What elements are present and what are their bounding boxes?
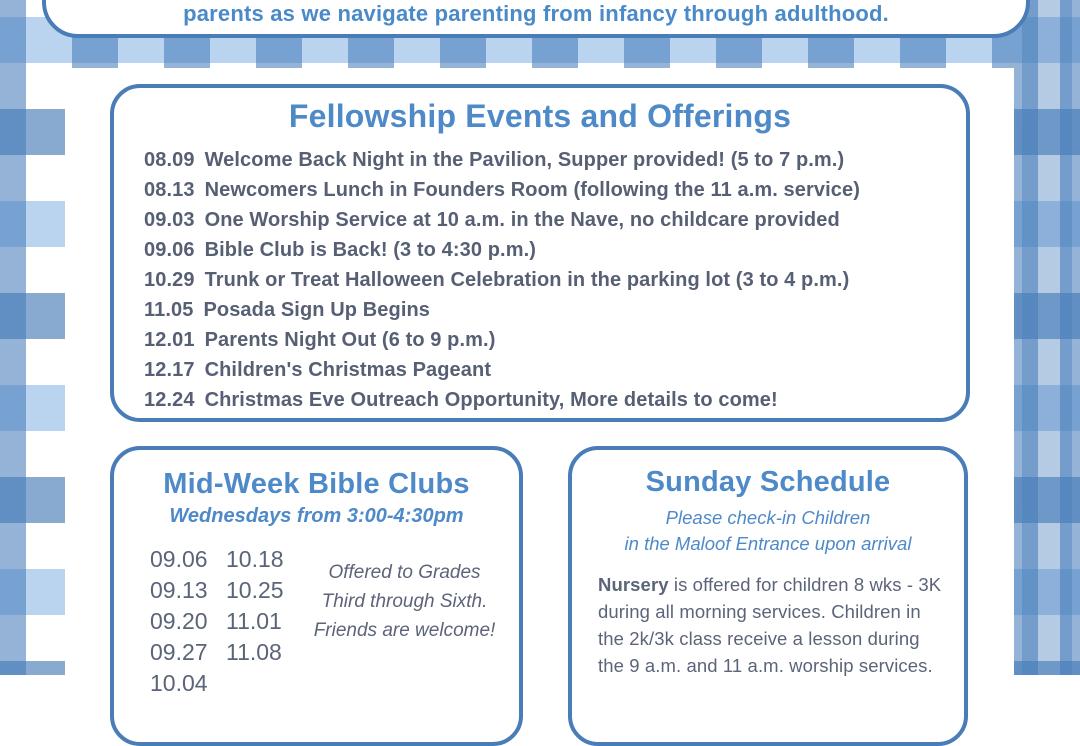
event-row: [144, 355, 936, 385]
midweek-date: 09.06: [150, 546, 208, 572]
sunday-title: Sunday Schedule: [645, 466, 891, 498]
event-row: [144, 175, 936, 205]
event-description: Posada Sign Up Begins: [203, 299, 431, 321]
event-row: [144, 295, 936, 325]
event-row: [144, 145, 936, 175]
event-date: 11.05: [144, 299, 194, 321]
event-row: [144, 205, 936, 235]
event-date: 12.17: [144, 359, 195, 381]
event-date: 10.29: [144, 269, 195, 291]
event-description: One Worship Service at 10 a.m. in the Nave, no childcare provided: [204, 209, 840, 231]
event-date: 09.06: [144, 239, 195, 261]
midweek-date: 09.13: [150, 577, 208, 603]
midweek-date: 09.20: [150, 608, 208, 634]
sunday-body-lead: Nursery: [598, 574, 669, 595]
midweek-bible-clubs-card: [110, 446, 523, 746]
fellowship-title: Fellowship Events and Offerings: [288, 98, 792, 134]
event-description: Trunk or Treat Halloween Celebration in the parking lot (3 to 4 p.m.): [204, 269, 850, 291]
event-description: Parents Night Out (6 to 9 p.m.): [204, 329, 496, 351]
sunday-schedule-card: [568, 446, 968, 746]
sunday-subtitle-line2: in the Maloof Entrance upon arrival: [624, 533, 912, 554]
event-date: 08.09: [144, 149, 195, 171]
event-description: Children's Christmas Pageant: [204, 359, 492, 381]
event-date: 12.01: [144, 329, 195, 351]
midweek-date: 11.08: [226, 639, 282, 665]
midweek-note: Offered to Grades Third through Sixth. Friends are welcome!: [313, 562, 496, 641]
midweek-date: 10.25: [226, 577, 284, 603]
sunday-body: [572, 557, 964, 679]
event-row: [144, 385, 936, 415]
event-date: 09.03: [144, 209, 195, 231]
midweek-date: 09.27: [150, 639, 208, 665]
event-date: 08.13: [144, 179, 195, 201]
fellowship-event-list: [144, 145, 936, 415]
event-description: Newcomers Lunch in Founders Room (following the 11 a.m. service): [204, 179, 860, 201]
event-description: Christmas Eve Outreach Opportunity, More details to come!: [204, 389, 778, 411]
midweek-subtitle: Wednesdays from 3:00-4:30pm: [169, 505, 464, 527]
midweek-date: [226, 668, 286, 699]
event-date: 12.24: [144, 389, 195, 411]
midweek-title: Mid-Week Bible Clubs: [163, 468, 470, 500]
event-row: [144, 235, 936, 265]
event-row: [144, 265, 936, 295]
midweek-date: 10.18: [226, 546, 284, 572]
midweek-dates-grid: [150, 544, 286, 699]
sunday-body-text: is offered for children 8 wks - 3K during all morning services. Children in the 2k/3k class receive a lesson during the 9 a.m. and 11 a.m. worship services.: [598, 574, 942, 676]
sunday-subtitle: [572, 505, 964, 557]
sunday-subtitle-line1: Please check-in Children: [665, 507, 871, 528]
event-description: Welcome Back Night in the Pavilion, Supper provided! (5 to 7 p.m.): [204, 149, 845, 171]
event-row: [144, 325, 936, 355]
midweek-date: 10.04: [150, 670, 208, 696]
intro-banner: [42, 0, 1030, 38]
intro-banner-text: parents as we navigate parenting from infancy through adulthood.: [183, 1, 889, 26]
fellowship-events-card: [110, 84, 970, 422]
event-description: Bible Club is Back! (3 to 4:30 p.m.): [204, 239, 537, 261]
midweek-content: [114, 528, 519, 699]
midweek-date: 11.01: [226, 608, 282, 634]
